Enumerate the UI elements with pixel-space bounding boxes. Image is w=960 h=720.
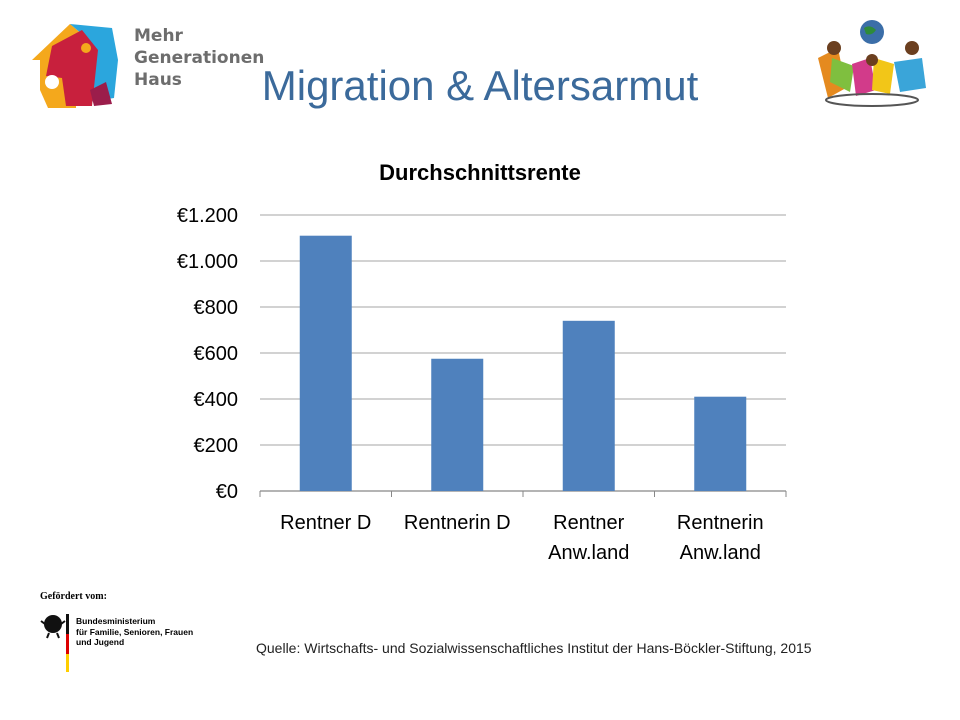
y-tick-label: €400: [193, 389, 238, 411]
bar-chart: [150, 195, 810, 575]
x-tick-label: Rentner D: [280, 512, 372, 534]
ministry-name: [76, 616, 193, 648]
bar: [694, 397, 746, 491]
bar: [300, 236, 352, 491]
y-tick-label: €1.200: [176, 205, 238, 227]
funding-heading: Gefördert vom:: [40, 591, 107, 602]
y-tick-label: €200: [193, 435, 238, 457]
federal-eagle-icon: [40, 608, 74, 678]
x-tick-label: Rentner: [553, 512, 625, 534]
chart-title: Durchschnittsrente: [379, 160, 581, 185]
y-tick-label: €800: [193, 297, 238, 319]
y-tick-label: €1.000: [176, 251, 238, 273]
y-tick-label: €600: [193, 343, 238, 365]
x-tick-label: Rentnerin: [676, 512, 764, 534]
ministry-line: und Jugend: [76, 637, 125, 647]
y-tick-label: €0: [215, 481, 238, 503]
logo-line: Generationen: [134, 48, 265, 68]
x-tick-label: Anw.land: [548, 542, 630, 564]
logo-line: Mehr: [134, 26, 183, 46]
x-tick-label: Rentnerin D: [403, 512, 511, 534]
bar: [431, 359, 483, 491]
kiz-logo: [812, 18, 932, 108]
logo-line: Haus: [134, 70, 182, 90]
x-tick-label: Anw.land: [679, 542, 761, 564]
slide-title: Migration & Altersarmut: [261, 62, 699, 109]
ministry-line: Bundesministerium: [76, 616, 156, 626]
ministry-line: für Familie, Senioren, Frauen: [76, 626, 194, 637]
kids-globe-icon: [812, 18, 932, 108]
source-citation: Quelle: Wirtschafts- und Sozialwissenschaftliches Institut der Hans-Böckler-Stiftung, 2015: [256, 640, 812, 656]
bar: [563, 321, 615, 491]
